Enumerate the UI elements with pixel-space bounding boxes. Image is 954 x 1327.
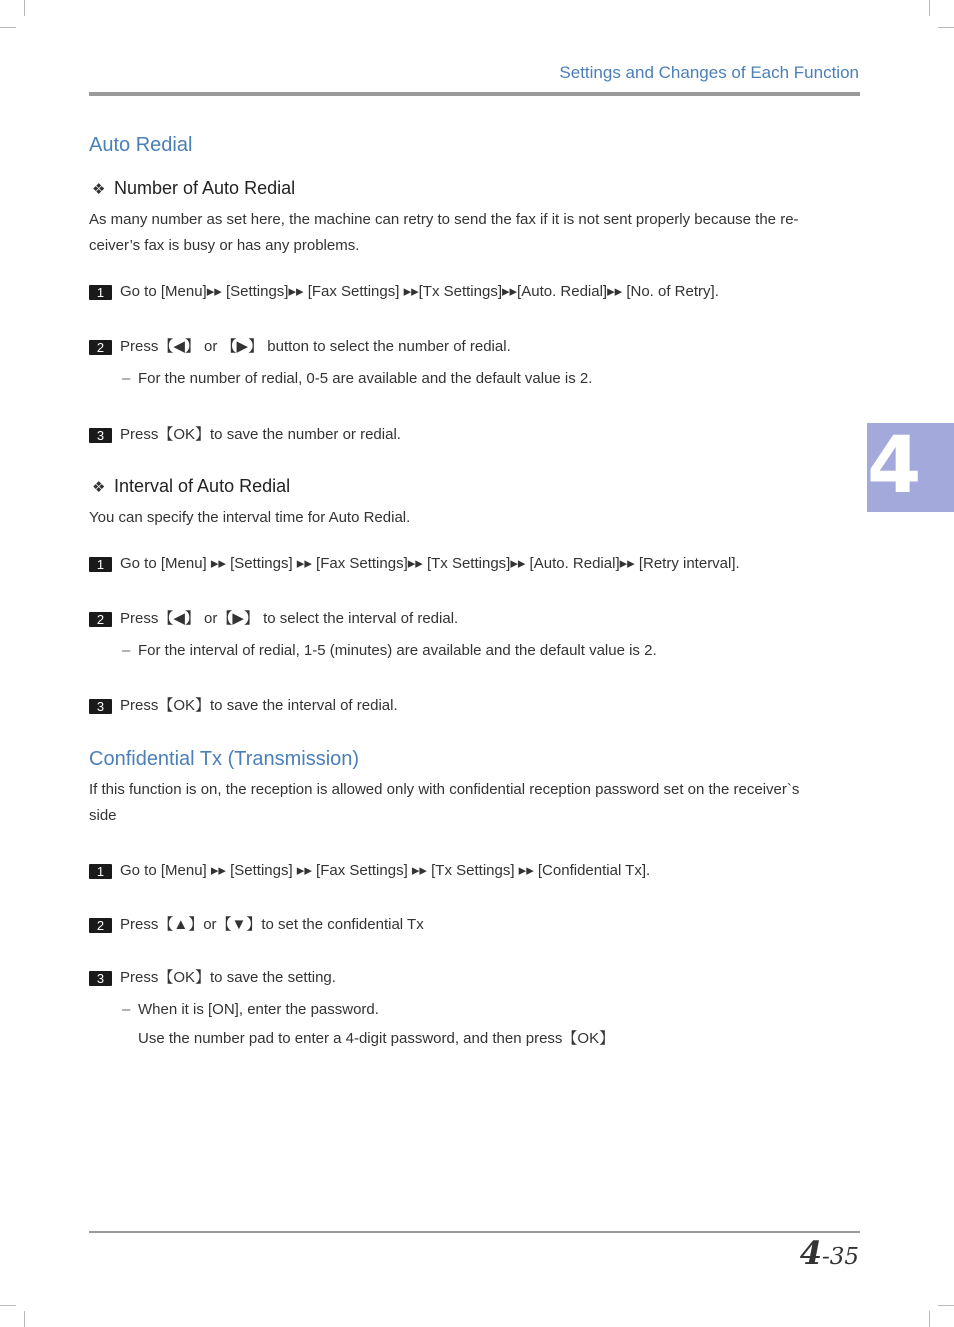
note-item <box>122 642 657 659</box>
paragraph <box>89 505 849 531</box>
header-rule <box>89 92 860 96</box>
note-text: For the number of redial, 0-5 are available and the default value is 2. <box>138 370 593 387</box>
subsection-number-of-auto-redial <box>92 178 295 199</box>
crop-mark <box>938 27 954 28</box>
crop-mark <box>0 27 16 28</box>
paragraph <box>89 777 849 829</box>
dash-bullet: – <box>122 642 131 659</box>
crop-mark <box>938 1305 954 1306</box>
step-number-badge: 3 <box>89 971 112 986</box>
paragraph <box>89 207 849 259</box>
subsection-title: Interval of Auto Redial <box>114 476 291 496</box>
step-text: Press【OK】to save the setting. <box>120 969 336 986</box>
note-text: When it is [ON], enter the password. <box>138 1001 379 1018</box>
step-text: Press【OK】to save the number or redial. <box>120 426 401 443</box>
step-text: Press【OK】to save the interval of redial. <box>120 697 398 714</box>
step-item <box>89 423 401 444</box>
step-number-badge: 1 <box>89 557 112 572</box>
step-text: Go to [Menu]▸▸ [Settings]▸▸ [Fax Settings] ▸▸[Tx Settings]▸▸[Auto. Redial]▸▸ [No. of Retry]. <box>120 283 719 300</box>
crop-mark <box>24 0 25 16</box>
step-item <box>89 966 336 987</box>
step-number-badge: 3 <box>89 428 112 443</box>
step-number-badge: 3 <box>89 699 112 714</box>
step-number-badge: 1 <box>89 285 112 300</box>
footer-rule <box>89 1231 860 1233</box>
page-number-page: -35 <box>821 1244 859 1270</box>
crop-mark <box>0 1305 16 1306</box>
crop-mark <box>929 1311 930 1327</box>
step-item <box>89 913 424 934</box>
paragraph-line: You can specify the interval time for Auto Redial. <box>89 509 411 526</box>
section-title-confidential-tx: Confidential Tx (Transmission) <box>89 748 360 770</box>
chapter-tab-number: 4 <box>867 421 922 511</box>
step-text: Press【▲】or【▼】to set the confidential Tx <box>120 916 424 933</box>
note-text: For the interval of redial, 1-5 (minutes) are available and the default value is 2. <box>138 642 657 659</box>
step-number-badge: 2 <box>89 918 112 933</box>
note-item <box>122 1001 379 1018</box>
running-header: Settings and Changes of Each Function <box>559 63 859 82</box>
chapter-tab <box>867 423 954 512</box>
paragraph-line: side <box>89 807 117 824</box>
diamond-bullet-icon: ❖ <box>92 479 106 496</box>
step-text: Press【◀】 or 【▶】 button to select the number of redial. <box>120 338 511 355</box>
dash-bullet: – <box>122 370 131 387</box>
page-number-chapter: 4 <box>799 1234 822 1272</box>
step-item <box>89 335 511 356</box>
step-item <box>89 282 719 300</box>
step-item <box>89 554 740 572</box>
note-item <box>122 370 592 387</box>
note-continuation: Use the number pad to enter a 4-digit password, and then press【OK】 <box>138 1030 615 1047</box>
section-title-auto-redial: Auto Redial <box>89 134 193 156</box>
subsection-interval-of-auto-redial <box>92 476 290 497</box>
crop-mark <box>929 0 930 16</box>
diamond-bullet-icon: ❖ <box>92 181 106 198</box>
paragraph-line: ceiver’s fax is busy or has any problems. <box>89 237 360 254</box>
dash-bullet: – <box>122 1001 131 1018</box>
paragraph-line: As many number as set here, the machine can retry to send the fax if it is not sent properly because the re- <box>89 211 799 228</box>
step-text: Go to [Menu] ▸▸ [Settings] ▸▸ [Fax Settings] ▸▸ [Tx Settings] ▸▸ [Confidential Tx]. <box>120 862 651 879</box>
step-item <box>89 861 650 879</box>
step-number-badge: 1 <box>89 864 112 879</box>
subsection-title: Number of Auto Redial <box>114 178 296 198</box>
step-item <box>89 694 398 715</box>
crop-mark <box>24 1311 25 1327</box>
step-text: Go to [Menu] ▸▸ [Settings] ▸▸ [Fax Settings]▸▸ [Tx Settings]▸▸ [Auto. Redial]▸▸ [Retry interval]. <box>120 555 740 572</box>
paragraph-line: If this function is on, the reception is allowed only with confidential reception password set on the receiver`s <box>89 781 800 798</box>
step-number-badge: 2 <box>89 340 112 355</box>
step-text: Press【◀】 or【▶】 to select the interval of redial. <box>120 610 459 627</box>
step-number-badge: 2 <box>89 612 112 627</box>
step-item <box>89 607 458 628</box>
page-number <box>800 1234 859 1272</box>
